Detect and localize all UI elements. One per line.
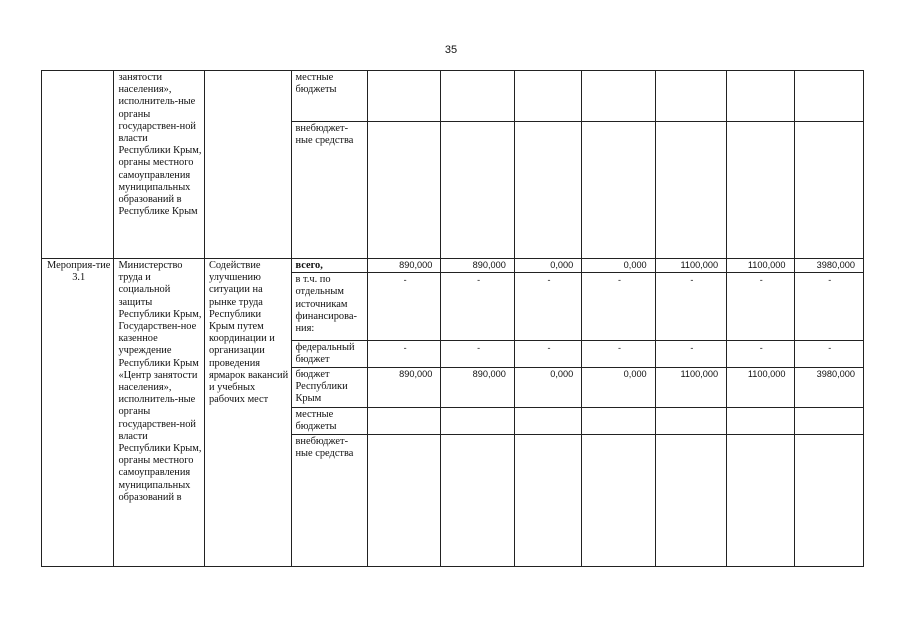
value-cell	[582, 434, 655, 566]
value-cell: -	[794, 273, 864, 341]
value-cell	[514, 71, 581, 122]
value-cell	[727, 122, 794, 259]
value-cell	[794, 434, 864, 566]
value-cell: -	[655, 341, 726, 367]
value-cell	[794, 122, 864, 259]
value-cell	[514, 434, 581, 566]
value-cell: 0,000	[514, 259, 581, 273]
source-label: внебюджет-ные средства	[291, 122, 367, 259]
value-cell: -	[441, 341, 514, 367]
value-cell: 890,000	[367, 367, 440, 407]
value-cell: 890,000	[441, 367, 514, 407]
value-cell: 1100,000	[727, 259, 794, 273]
value-cell	[582, 407, 655, 434]
value-cell	[794, 71, 864, 122]
value-cell	[727, 407, 794, 434]
value-cell	[727, 434, 794, 566]
value-cell	[794, 407, 864, 434]
page-number: 35	[444, 44, 458, 56]
value-cell: 0,000	[582, 367, 655, 407]
value-cell: 1100,000	[655, 259, 726, 273]
value-cell: -	[582, 273, 655, 341]
value-cell	[367, 71, 440, 122]
value-cell: -	[727, 273, 794, 341]
value-cell	[582, 71, 655, 122]
value-cell: -	[367, 341, 440, 367]
source-label: местные бюджеты	[291, 407, 367, 434]
value-cell	[441, 122, 514, 259]
value-cell: 3980,000	[794, 367, 864, 407]
value-cell: 1100,000	[655, 367, 726, 407]
executor-cell: занятости населения», исполнитель-ные органы государствен-ной власти Республики Крым, органы местного самоуправления муниципальных образований в Республике Крым	[114, 71, 205, 259]
value-cell	[582, 122, 655, 259]
value-cell	[441, 407, 514, 434]
value-cell	[441, 434, 514, 566]
source-label: внебюджет-ные средства	[291, 434, 367, 566]
source-label: федеральный бюджет	[291, 341, 367, 367]
value-cell: 890,000	[441, 259, 514, 273]
value-cell: -	[794, 341, 864, 367]
value-cell: 3980,000	[794, 259, 864, 273]
value-cell	[367, 407, 440, 434]
value-cell	[727, 71, 794, 122]
source-label-total: всего,	[291, 259, 367, 273]
value-cell: 1100,000	[727, 367, 794, 407]
value-cell	[655, 122, 726, 259]
value-cell	[655, 407, 726, 434]
value-cell: -	[514, 341, 581, 367]
measure-name-cell-empty	[42, 71, 114, 259]
value-cell: -	[367, 273, 440, 341]
value-cell: 0,000	[514, 367, 581, 407]
value-cell: -	[514, 273, 581, 341]
description-cell-empty	[204, 71, 291, 259]
value-cell	[367, 122, 440, 259]
measure-executor: Министерство труда и социальной защиты Республики Крым, Государствен-ное казенное учреждение Республики Крым «Центр занятости населения», исполнитель-ные органы государствен-ной власти Республики Крым, органы местного самоуправления муниципальных образований в	[114, 259, 205, 567]
value-cell	[441, 71, 514, 122]
value-cell	[655, 434, 726, 566]
table-row	[42, 71, 864, 122]
measure-description: Содействие улучшению ситуации на рынке труда Республики Крым путем координации и организации проведения ярмарок вакансий и учебных рабочих мест	[204, 259, 291, 567]
value-cell	[367, 434, 440, 566]
financing-table	[41, 70, 864, 567]
source-label: бюджет Республики Крым	[291, 367, 367, 407]
value-cell: 890,000	[367, 259, 440, 273]
value-cell: 0,000	[582, 259, 655, 273]
value-cell	[514, 407, 581, 434]
value-cell: -	[582, 341, 655, 367]
value-cell	[514, 122, 581, 259]
value-cell: -	[727, 341, 794, 367]
measure-name: Мероприя-тие 3.1	[42, 259, 114, 567]
value-cell	[655, 71, 726, 122]
value-cell: -	[655, 273, 726, 341]
source-label: в т.ч. по отдельным источникам финансирова-ния:	[291, 273, 367, 341]
table-row	[42, 259, 864, 273]
value-cell: -	[441, 273, 514, 341]
source-label: местные бюджеты	[291, 71, 367, 122]
